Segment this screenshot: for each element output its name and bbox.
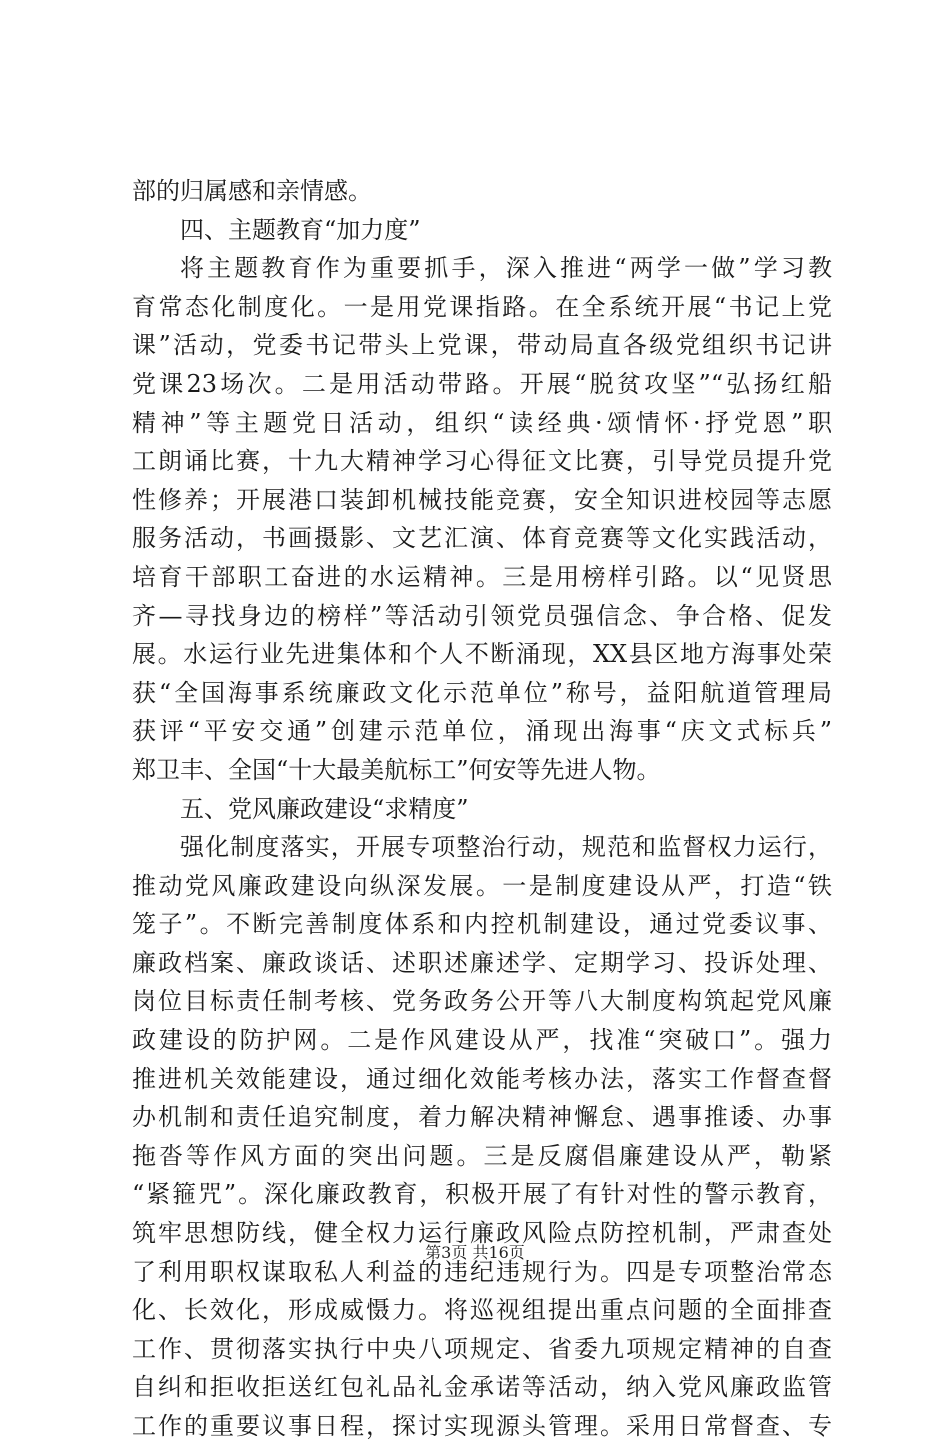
text-line: 郑卫丰、全国“十大最美航标工”何安等先进人物。 [132, 755, 661, 784]
text-line: 岗位目标责任制考核、党务政务公开等八大制度构筑起党风廉 [132, 987, 832, 1016]
text-line: 性修养；开展港口装卸机械技能竞赛，安全知识进校园等志愿 [132, 485, 832, 514]
text-line: 育常态化制度化。一是用党课指路。在全系统开展“书记上党 [132, 292, 832, 321]
text-line: 齐—寻找身边的榜样”等活动引领党员强信念、争合格、促发 [132, 601, 832, 630]
text-line: 拖沓等作风方面的突出问题。三是反腐倡廉建设从严，勒紧 [132, 1141, 832, 1170]
text-line: 将主题教育作为重要抓手，深入推进“两学一做”学习教 [180, 254, 832, 283]
text-line: 化、长效化，形成威慑力。将巡视组提出重点问题的全面排查 [132, 1296, 832, 1325]
text-line: 培育干部职工奋进的水运精神。三是用榜样引路。以“见贤思 [132, 562, 832, 591]
text-line: 部的归属感和亲情感。 [132, 177, 372, 205]
text-line: 服务活动，书画摄影、文艺汇演、体育竞赛等文化实践活动， [132, 524, 832, 553]
text-line: 廉政档案、廉政谈话、述职述廉述学、定期学习、投诉处理、 [132, 948, 832, 977]
text-line: 政建设的防护网。二是作风建设从严，找准“突破口”。强力 [132, 1026, 832, 1055]
text-line: 工朗诵比赛，十九大精神学习心得征文比赛，引导党员提升党 [132, 447, 832, 476]
text-line: 党课23场次。二是用活动带路。开展“脱贫攻坚”“弘扬红船 [132, 369, 832, 398]
text-line: 了利用职权谋取私人利益的违纪违规行为。四是专项整治常态 [132, 1257, 832, 1286]
text-line: 课”活动，党委书记带头上党课，带动局直各级党组织书记讲 [132, 331, 832, 360]
text-line: 获评“平安交通”创建示范单位，涌现出海事“庆文式标兵” [132, 717, 832, 746]
text-line: 五、党风廉政建设“求精度” [180, 794, 469, 823]
text-line: 自纠和拒收拒送红包礼品礼金承诺等活动，纳入党风廉政监管 [132, 1373, 832, 1402]
text-line: 四、主题教育“加力度” [180, 215, 421, 244]
text-line: “紧箍咒”。深化廉政教育，积极开展了有针对性的警示教育， [132, 1180, 832, 1209]
text-line: 精神”等主题党日活动，组织“读经典·颂情怀·抒党恩”职 [132, 408, 832, 437]
text-line: 办机制和责任追究制度，着力解决精神懈怠、遇事推诿、办事 [132, 1103, 832, 1132]
text-line: 工作的重要议事日程，探讨实现源头管理。采用日常督查、专 [132, 1412, 832, 1440]
text-line: 笼子”。不断完善制度体系和内控机制建设，通过党委议事、 [132, 910, 832, 939]
page-footer: 第3页 共16页 [425, 1243, 525, 1262]
text-line: 强化制度落实，开展专项整治行动，规范和监督权力运行， [180, 833, 832, 862]
text-line: 工作、贯彻落实执行中央八项规定、省委九项规定精神的自查 [132, 1334, 832, 1363]
text-line: 获“全国海事系统廉政文化示范单位”称号，益阳航道管理局 [132, 678, 832, 707]
text-line: 推动党风廉政建设向纵深发展。一是制度建设从严，打造“铁 [132, 871, 832, 900]
text-line: 筑牢思想防线，健全权力运行廉政风险点防控机制，严肃查处 [132, 1219, 832, 1248]
text-line: 展。水运行业先进集体和个人不断涌现，XX县区地方海事处荣 [132, 640, 832, 669]
text-line: 推进机关效能建设，通过细化效能考核办法，落实工作督查督 [132, 1064, 832, 1093]
